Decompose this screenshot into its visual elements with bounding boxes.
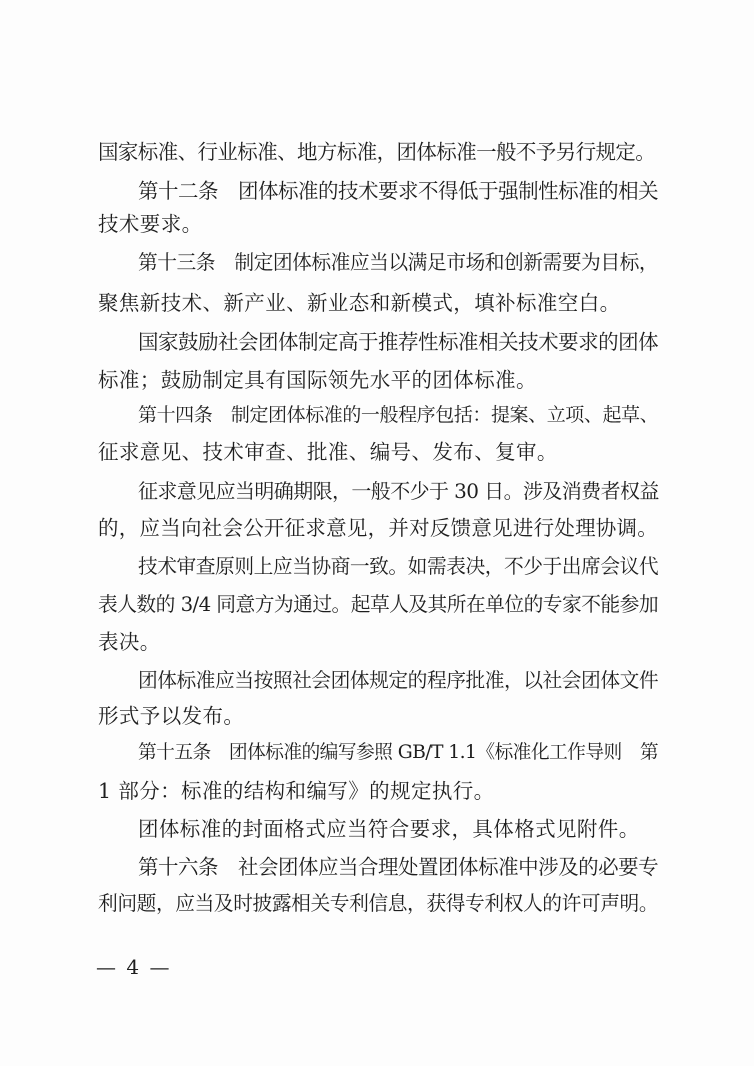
text-line-11: 的，应当向社会公开征求意见，并对反馈意见进行处理协调。 [98,516,658,540]
text-line-21: 利问题，应当及时披露相关专利信息，获得专利权人的许可声明。 [98,892,658,915]
text-line-17: 第十五条 团体标准的编写参照 GB/T 1.1《标准化工作导则 第 [138,742,658,763]
text-line-15: 团体标准应当按照社会团体规定的程序批准，以社会团体文件 [138,669,658,692]
text-line-5: 聚焦新技术、新产业、新业态和新模式，填补标准空白。 [98,291,621,315]
text-line-9: 征求意见、技术审查、批准、编号、发布、复审。 [98,440,558,464]
text-line-20: 第十六条 社会团体应当合理处置团体标准中涉及的必要专 [138,855,658,879]
text-line-8: 第十四条 制定团体标准的一般程序包括：提案、立项、起草、 [138,404,658,426]
text-line-16: 形式予以发布。 [98,704,245,728]
text-line-14: 表决。 [98,630,161,654]
text-line-7: 标准；鼓励制定具有国际领先水平的团体标准。 [98,368,537,392]
text-line-10: 征求意见应当明确期限，一般不少于 30 日。涉及消费者权益 [138,479,659,503]
text-line-2: 第十二条 团体标准的技术要求不得低于强制性标准的相关 [138,179,658,203]
text-line-6: 国家鼓励社会团体制定高于推荐性标准相关技术要求的团体 [138,330,658,354]
text-line-1: 国家标准、行业标准、地方标准，团体标准一般不予另行规定。 [98,140,656,164]
page-number: — 4 — [96,955,172,979]
text-line-12: 技术审查原则上应当协商一致。如需表决，不少于出席会议代 [138,555,658,578]
text-line-13: 表人数的 3/4 同意方为通过。起草人及其所在单位的专家不能参加 [98,593,658,616]
text-line-19: 团体标准的封面格式应当符合要求，具体格式见附件。 [138,817,640,841]
text-line-4: 第十三条 制定团体标准应当以满足市场和创新需要为目标， [138,251,658,274]
text-line-18: 1 部分：标准的结构和编写》的规定执行。 [98,779,495,803]
text-line-3: 技术要求。 [98,212,203,236]
